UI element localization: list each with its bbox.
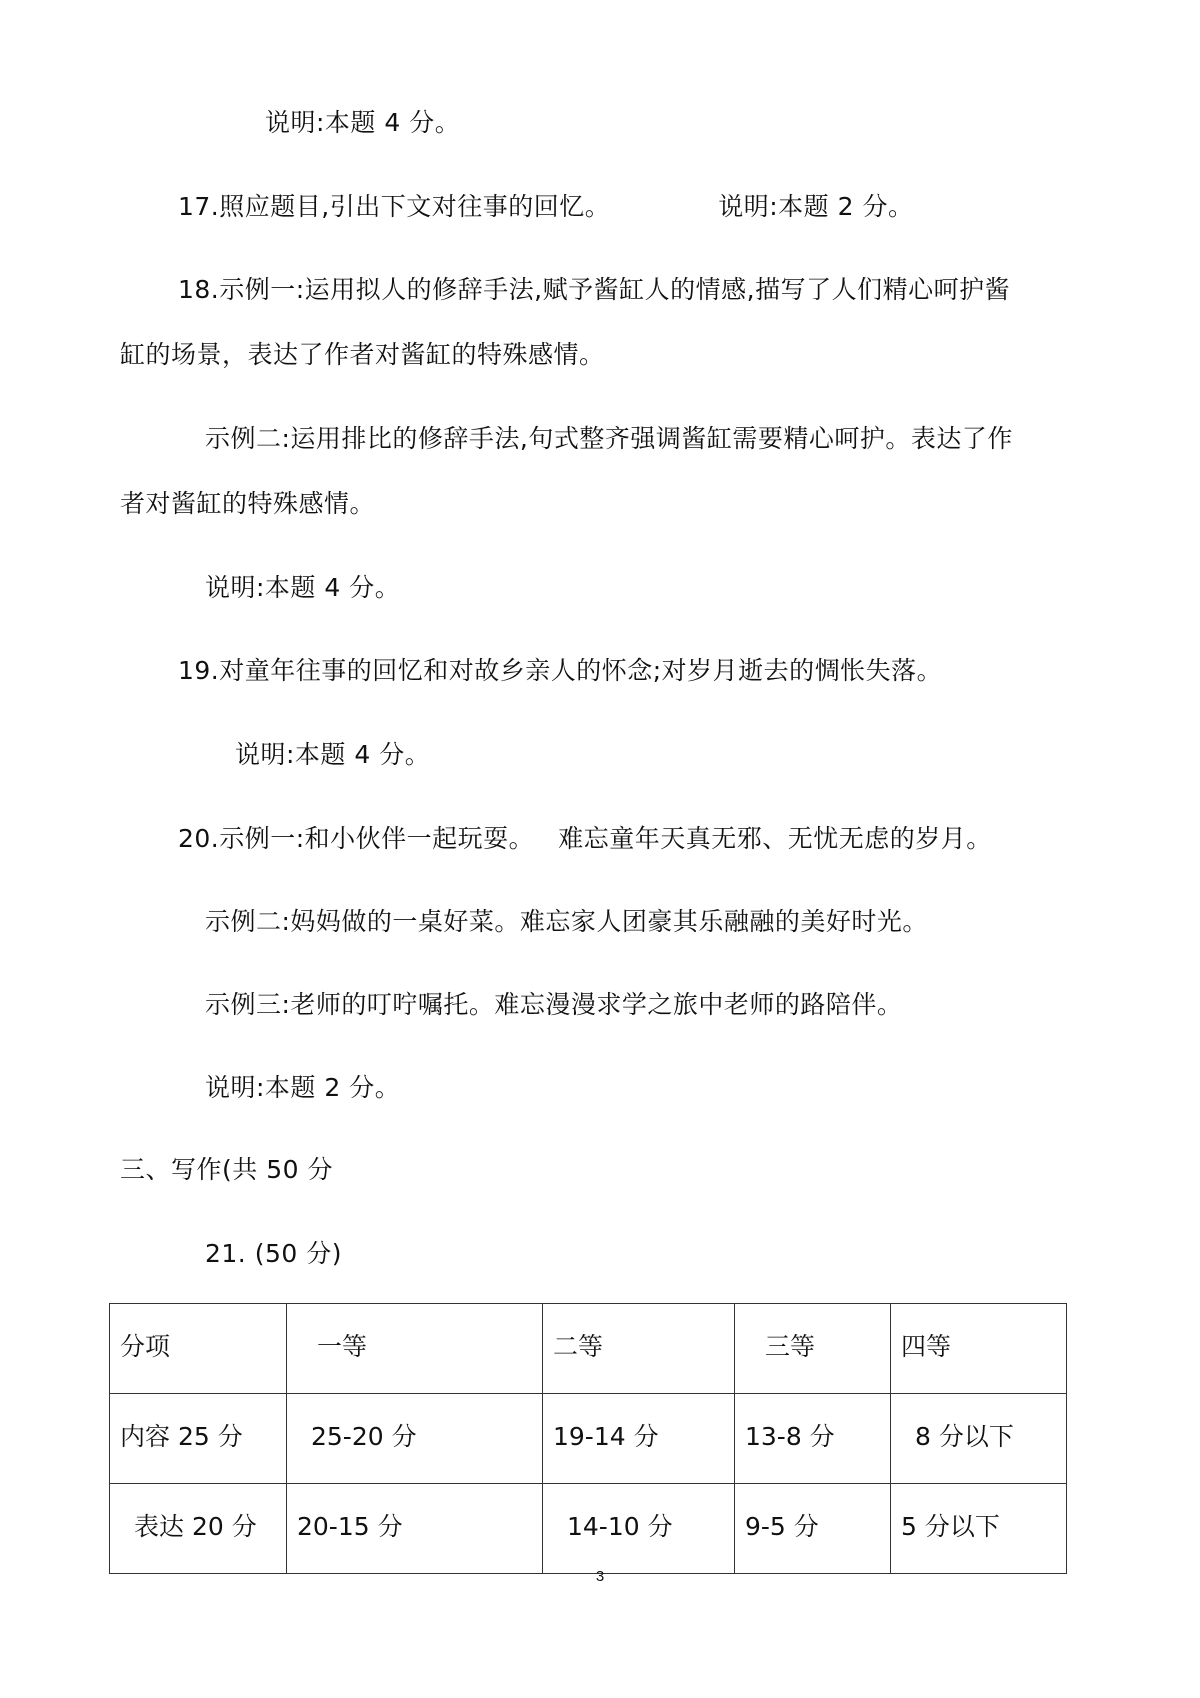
- header-cell: 一等: [287, 1304, 543, 1394]
- q18-example1-line2: 缸的场景，表达了作者对酱缸的特殊感情。: [120, 340, 605, 369]
- table-cell: 14-10 分: [543, 1484, 735, 1574]
- table-cell: 表达 20 分: [110, 1484, 287, 1574]
- q20-example3: 示例三:老师的叮咛嘱托。难忘漫漫求学之旅中老师的路陪伴。: [205, 990, 903, 1019]
- q17-answer: 17.照应题目,引出下文对往事的回忆。: [178, 192, 611, 221]
- section3-heading: 三、写作(共 50 分: [120, 1155, 333, 1184]
- header-cell: 二等: [543, 1304, 735, 1394]
- q19-note: 说明:本题 4 分。: [235, 740, 431, 769]
- table-cell: 5 分以下: [891, 1484, 1067, 1574]
- table-header-row: [110, 1304, 1067, 1394]
- q18-note: 说明:本题 4 分。: [205, 573, 401, 602]
- table-cell: 20-15 分: [287, 1484, 543, 1574]
- table-row: [110, 1484, 1067, 1574]
- table-cell: 19-14 分: [543, 1394, 735, 1484]
- score-table: [109, 1303, 1067, 1574]
- table-cell: 8 分以下: [891, 1394, 1067, 1484]
- q19-answer: 19.对童年往事的回忆和对故乡亲人的怀念;对岁月逝去的惆怅失落。: [178, 656, 943, 685]
- table-cell: 内容 25 分: [110, 1394, 287, 1484]
- q20-note: 说明:本题 2 分。: [205, 1073, 401, 1102]
- q17-note: 说明:本题 2 分。: [718, 192, 914, 221]
- q17-line: [178, 190, 913, 224]
- q18-example2-line2: 者对酱缸的特殊感情。: [120, 489, 376, 518]
- table-cell: 13-8 分: [735, 1394, 891, 1484]
- table-row: [110, 1394, 1067, 1484]
- note-16: 说明:本题 4 分。: [265, 108, 461, 137]
- q20-example1-memory: 难忘童年天真无邪、无忧无虑的岁月。: [558, 824, 992, 853]
- q18-example2-line1: 示例二:运用排比的修辞手法,句式整齐强调酱缸需要精心呵护。表达了作: [205, 424, 1013, 453]
- header-cell: 三等: [735, 1304, 891, 1394]
- header-cell: 四等: [891, 1304, 1067, 1394]
- q20-example2: 示例二:妈妈做的一桌好菜。难忘家人团豪其乐融融的美好时光。: [205, 907, 928, 936]
- table-cell: 9-5 分: [735, 1484, 891, 1574]
- header-cell: 分项: [110, 1304, 287, 1394]
- q21-label: 21. (50 分): [205, 1239, 342, 1268]
- q18-example1-line1: 18.示例一:运用拟人的修辞手法,赋予酱缸人的情感,描写了人们精心呵护酱: [178, 275, 1011, 304]
- table-cell: 25-20 分: [287, 1394, 543, 1484]
- q20-example1: [178, 822, 992, 856]
- page-number: 3: [595, 1568, 605, 1585]
- q20-example1-activity: 20.示例一:和小伙伴一起玩耍。: [178, 824, 535, 853]
